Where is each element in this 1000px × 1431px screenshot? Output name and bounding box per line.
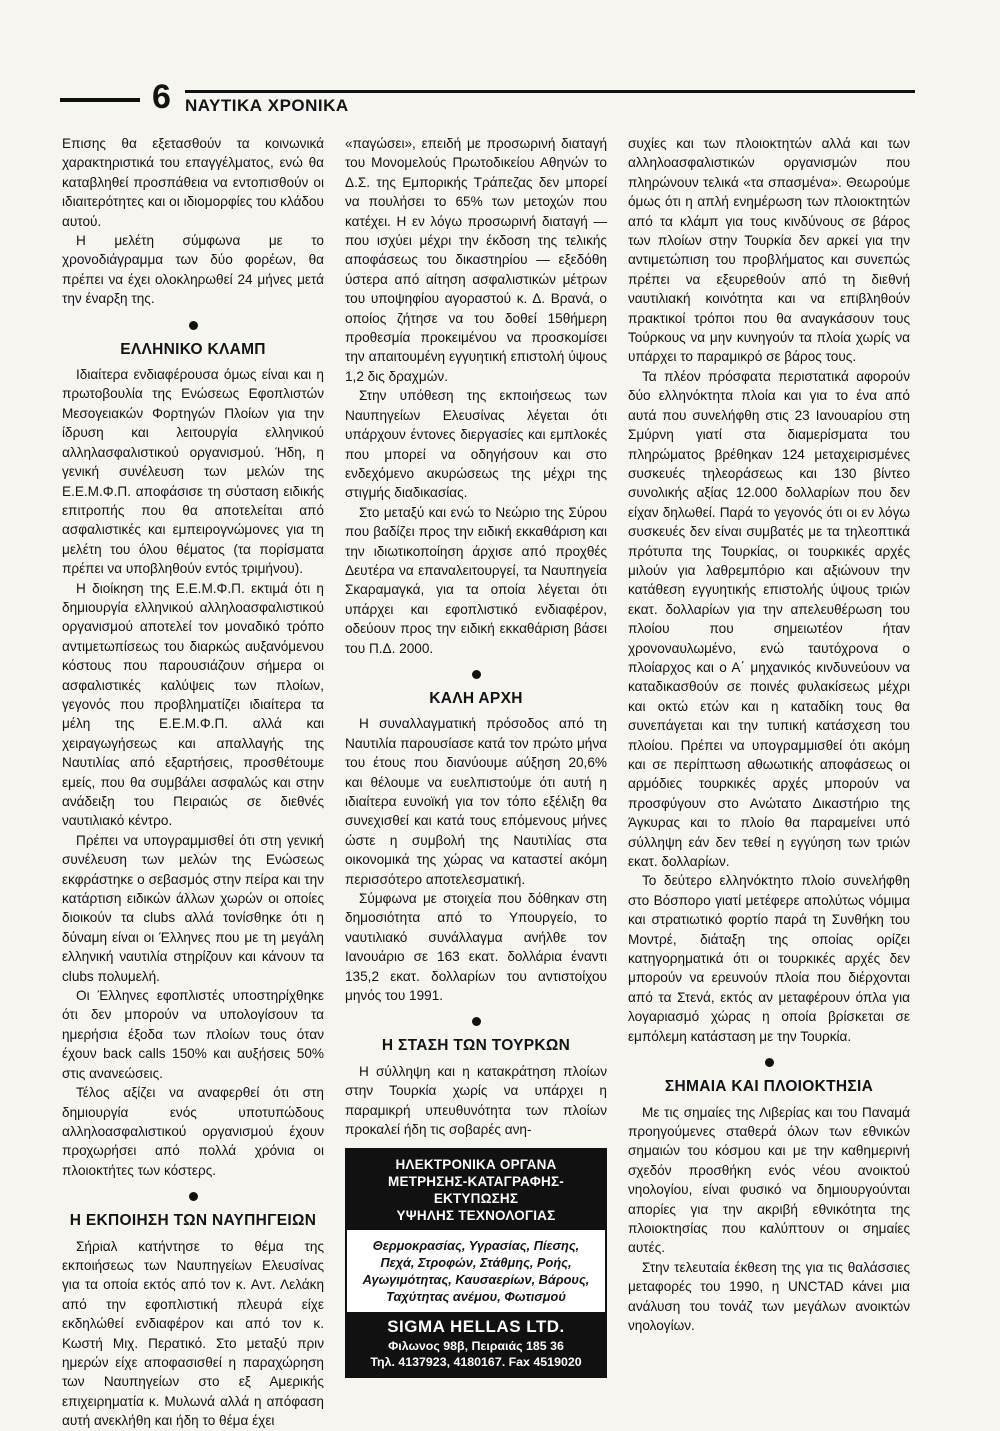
ad-company-name: SIGMA HELLAS LTD.	[387, 1316, 565, 1336]
advertisement-box	[345, 1148, 607, 1378]
section-title-good-start: ΚΑΛΗ ΑΡΧΗ	[429, 689, 523, 707]
header-rule	[185, 90, 915, 93]
ad-products	[347, 1230, 605, 1312]
paragraph: Το δεύτερο ελληνόκτητο πλοίο συνελήφθη στο Βόσπορο γιατί μετέφερε απολύτως νόμιμα και στρατιωτικό φορτίο παρά τη Συνθήκη του Μοντρέ, διάταξη της οποίας ορίζει κατηγορηματικά ότι οι τουρκικές αρχές δεν μπορούν να ερευνούν πλοία που διέρχονται από τα Στενά, εκτός αν μεταφέρουν όπλα για λογαριασμό χώρας η οποία βρίσκεται σε εμπόλεμη κατάσταση με την Τουρκία.	[628, 873, 910, 1044]
section-title-shipyards: Η ΕΚΠΟΙΗΣΗ ΤΩΝ ΝΑΥΠΗΓΕΙΩΝ	[69, 1212, 317, 1230]
paragraph: Επισης θα εξετασθούν τα κοινωνικά χαρακτηριστικά του επαγγέλματος, ενώ θα καταβληθεί προσπάθεια να εντοπισθούν οι ιδιαιτερότητες και οι ιδιομορφίες του κλάδου αυτού.	[62, 136, 324, 229]
ad-phones: Τηλ. 4137923, 4180167. Fax 4519020	[370, 1354, 582, 1369]
section-bullet-icon	[189, 321, 198, 330]
column-2	[345, 134, 607, 1378]
section-title-turks: Η ΣΤΑΣΗ ΤΩΝ ΤΟΥΡΚΩΝ	[381, 1037, 571, 1055]
ad-address: Φιλωνος 98β, Πειραιάς 185 36	[388, 1338, 564, 1353]
ad-heading-line: ΥΨΗΛΗΣ ΤΕΧΝΟΛΟΓΙΑΣ	[396, 1207, 556, 1223]
ad-product-line: Ταχύτητας ανέμου, Φωτισμού	[386, 1288, 566, 1304]
paragraph: Σήριαλ κατήντησε το θέμα της εκποιήσεως των Ναυπηγείων Ελευσίνας για τα οποία εκτός από τον κ. Αντ. Λελάκη από την εφοπλιστική πλευρά είχε εκδηλώθεί ενδιαφέρον και από τον κ. Κωστή Μιχ. Περατικό. Στο μεταξύ πριν ημερών είχε αποφασισθεί η παραχώρηση των Ναυπηγείων στο εξ Αμερικής επιχειρηματία κ. Μυλωνά αλλά η απόφαση αυτή ανεκλήθη και ήδη το θέμα έχει	[62, 1238, 324, 1429]
ad-product-line: Αγωγιμότητας, Καυσαερίων, Βάρους,	[362, 1271, 590, 1287]
paragraph: Στην τελευταία έκθεση της για τις θαλάσσιες μεταφορές του 1990, η UNCTAD κάνει μια ανάλυση του τονάζ των μεγάλων ανοικτών νηολογίων.	[628, 1259, 910, 1333]
ad-product-line: Πεχά, Στροφών, Στάθμης, Ροής,	[380, 1254, 572, 1270]
ad-heading-line: ΗΛΕΚΤΡΟΝΙΚΑ ΟΡΓΑΝΑ	[395, 1156, 557, 1172]
column-1	[62, 134, 324, 1431]
section-title-flags: ΣΗΜΑΙΑ ΚΑΙ ΠΛΟΙΟΚΤΗΣΙΑ	[664, 1078, 874, 1096]
paragraph: Σύμφωνα με στοιχεία που δόθηκαν στη δημοσιότητα από το Υπουργείο, το ναυτιλιακό συνάλλαγμα ανήλθε τον Ιανουάριο σε 163 εκατ. δολλάρια έναντι 135,2 εκατ. δολλαρίων του αντιστοίχου μηνός του 1991.	[345, 891, 607, 1004]
paragraph: Στο μεταξύ και ενώ το Νεώριο της Σύρου που βαδίζει προς την ειδική εκκαθάριση και την ιδιωτικοποίηση άρχισε από προχθές Δευτέρα να επαναλειτουργεί, τα Ναυπηγεία Σκαραμαγκά, για τα οποία λέγεται ότι υπάρχει και εφοπλιστικό ενδιαφέρον, οδεύουν προς την ειδική εκκαθάριση βάσει του Π.Δ. 2000.	[345, 504, 607, 656]
paragraph: Οι Έλληνες εφοπλιστές υποστηρίχθηκε ότι δεν μπορούν να υπολογίσουν τα ημερήσια έξοδα των πλοίων τους όταν έχουν back calls 150% και αυξήσεις 50% στις ανανεώσεις.	[62, 988, 324, 1081]
paragraph: Η μελέτη σύμφωνα με το χρονοδιάγραμμα των δύο φορέων, θα πρέπει να έχει ολοκληρωθεί 24 μήνες μετά την έναρξη της.	[62, 233, 324, 307]
paragraph: Τέλος αξίζει να αναφερθεί ότι στη δημιουργία ενός υποτυπώδους αλληλοασφαλιστικού οργανισμού έχουν προχωρήσει από πολλά χρόνια οι πλοιοκτήτες των κόστερς.	[62, 1085, 324, 1178]
ad-footer	[347, 1312, 605, 1376]
paragraph: Τα πλέον πρόσφατα περιστατικά αφορούν δύο ελληνόκτητα πλοία και για το ένα από αυτά που συνελήφθη στις 23 Ιανουαρίου στη Σμύρνη γιατί στα διαμερίσματα του πληρώματος βρέθηκαν 124 μεταχειρισμένες συσκευές τηλεοράσεως και 130 βίντεο συνολικής αξίας 12.000 δολλαρίων που δεν είχαν δηλωθεί. Παρά το γεγονός ότι οι εν λόγω συσκευές δεν είναι συμβατές με τα τηλεοπτικά πρότυπα της Τουρκίας, οι τουρκικές αρχές μιλούν για λαθρεμπόριο και αξιώνουν την κατάθεση εγγυητικής επιστολής ύψους τριών εκατ. δολλαρίων για την απελευθέρωση του πλοίου που σημειωτέον ήταν χρονοναυλωμένο, ενώ ταυτόχρονα ο πλοίαρχος και ο Α΄ μηχανικός κινδυνεύουν να καταδικασθούν σε ποινές φυλακίσεως μέχρι και οκτώ ετών και η καταδίκη τους θα συνεπάγεται και την τυπική κατάσχεση του πλοίου. Πρέπει να υπογραμμισθεί ότι ακόμη και σε περίπτωση αθωωτικής αποφάσεως οι αρμόδιες τουρκικές αρχές μπορούν να προσφύγουν στο Ανώτατο Δικαστήριο της Άγκυρας και το πλοίο θα παραμείνει υπό σύλληψη εάν δεν τεθεί η εγγύηση των τριών εκατ. δολλαρίων.	[628, 368, 910, 870]
publication-title: ΝΑΥΤΙΚΑ ΧΡΟΝΙΚΑ	[185, 96, 349, 115]
ad-heading	[347, 1150, 605, 1230]
section-bullet-icon	[472, 1017, 481, 1026]
section-bullet-icon	[472, 670, 481, 679]
paragraph: Ιδιαίτερα ενδιαφέρουσα όμως είναι και η πρωτοβουλία της Ενώσεως Εφοπλιστών Μεσογειακών Φορτηγών Πλοίων για την ίδρυση και λειτουργία ελληνικού αλληλασφαλιστικού οργανισμού. Ήδη, η γενική συνέλευση των μελών της Ε.Ε.Μ.Φ.Π. αποφάσισε τη σύσταση ειδικής επιτροπής που θα αποτελείται από ασφαλιστικές και εμπειρογνώμονες για τη μελέτη του όλου θέματος (τα πορίσματα πρέπει να υποβληθούν εντός τριμήνου).	[62, 367, 324, 577]
column-3	[628, 134, 910, 1335]
page-number: 6	[152, 78, 171, 116]
paragraph: Η διοίκηση της Ε.Ε.Μ.Φ.Π. εκτιμά ότι η δημιουργία ελληνικού αλληλοασφαλιστικού οργανισμού αποτελεί τον μοναδικό τρόπο αντιμετωπίσεως του διαρκώς αυξανόμενου κόστους που παρουσιάζουν σήμερα οι ασφαλιστικές καλύψεις των πλοίων, γεγονός που προβληματίζει ιδιαίτερα τα μέλη της Ε.Ε.Μ.Φ.Π. αλλά και χειραγωγήσεως και απαλλαγής της Ναυτιλίας από εξαρτήσεις, προσθέτουμε εμείς, που θα συμβάλει ασφαλώς και στην ανάδειξη του Πειραιώς σε διεθνές ναυτιλιακό κέντρο.	[62, 580, 324, 829]
header-rule-left	[60, 98, 140, 102]
page-header	[60, 78, 915, 122]
paragraph: Στην υπόθεση της εκποιήσεως των Ναυπηγείων Ελευσίνας λέγεται ότι υπάρχουν έντονες διεργασίες και εμπλοκές που μπορεί να οδηγήσουν και στο ενδεχόμενο ακυρώσεως της μέχρι της στιγμής διαδικασίας.	[345, 388, 607, 501]
paragraph: Με τις σημαίες της Λιβερίας και του Παναμά προηγούμενες σταθερά όλων των εθνικών σημαιών του κόσμου και με την καθημερινή σχεδόν προσθήκη ενός νέου ανοικτού νηολογίου, είναι φυσικό να δημιουργούνται απορίες για την ακριβή εθνικότητα της πλοιοκτησίας που καλύπτουν οι σημαίες αυτές.	[628, 1104, 910, 1256]
paragraph: Η συναλλαγματική πρόσοδος από τη Ναυτιλία παρουσίασε κατά τον πρώτο μήνα του έτους που διανύουμε αύξηση 20,6% και θέλουμε να ευελπιστούμε ότι αυτή η ιδιαίτερα ευνοϊκή για τον τόπο εξέλιξη θα συνεχισθεί και κατά τους επόμενους μήνες ώστε η συμβολή της Ναυτιλίας στα οικονομικά της χώρας να καταστεί ακόμη περισσότερο αποτελεσματική.	[345, 716, 607, 887]
section-bullet-icon	[765, 1058, 774, 1067]
ad-product-line: Θερμοκρασίας, Υγρασίας, Πίεσης,	[372, 1237, 580, 1253]
ad-heading-line: ΜΕΤΡΗΣΗΣ-ΚΑΤΑΓΡΑΦΗΣ-ΕΚΤΥΠΩΣΗΣ	[388, 1173, 564, 1206]
paragraph: Η σύλληψη και η κατακράτηση πλοίων στην Τουρκία χωρίς να υπάρχει η παραμικρή υπευθυνότητα των πλοίων προκαλεί ήδη τις σοβαρές ανη-	[345, 1063, 607, 1138]
paragraph: Πρέπει να υπογραμμισθεί ότι στη γενική συνέλευση των μελών της Ενώσεως εκφράστηκε ο σεβασμός στην πείρα και την κατάρτιση ειδικών άλλων χωρών οι οποίες διοικούν τα clubs αλλά τονίσθηκε ότι η δύναμη είναι οι Έλληνες που με τη μεγάλη ελληνική ναυτιλία στηρίζουν και κάνουν τα clubs πολυμελή.	[62, 832, 324, 984]
paragraph: «παγώσει», επειδή με προσωρινή διαταγή του Μονομελούς Πρωτοδικείου Αθηνών το Δ.Σ. της Εμπορικής Τράπεζας δεν μπορεί να πουλήσει το 65% των μετοχών που κατέχει. Η εν λόγω προσωρινή διαταγή — που ισχύει μέχρι την έκδοση της τελικής αποφάσεως του δικαστηρίου — εξεδόθη ύστερα από αίτηση ασφαλιστικών μέτρων του υποψηφίου αγοραστού κ. Δ. Βρανά, ο οποίος ζήτησε να του δοθεί 15θήμερη προθεσμία προκειμένου να προσκομίσει την απαιτουμένη εγγυητική επιστολή ύψους 1,2 δις δραχμών.	[345, 136, 607, 384]
section-bullet-icon	[189, 1192, 198, 1201]
paragraph: συχίες και των πλοιοκτητών αλλά και των αλληλοασφαλιστικών οργανισμών που πληρώνουν τελικά «τα σπασμένα». Θεωρούμε όμως ότι η απλή ενημέρωση των πλοιοκτητών από τα κλάμπ για τους κινδύνους σε βάρος των πλοίων στην Τουρκία δεν αρκεί για την αντιμετώπιση του προβλήματος και συνεπώς πρέπει να εξευρεθούν από τη διεθνή ναυτιλιακή κοινότητα και να επιβληθούν πρακτικοί τρόποι που θα αναγκάσουν τους Τούρκους να μην κυνηγούν τα πλοία χωρίς να υπάρχει το παραμικρό σε βάρος τους.	[628, 136, 910, 365]
section-title-club: ΕΛΛΗΝΙΚΟ ΚΛΑΜΠ	[120, 340, 266, 358]
